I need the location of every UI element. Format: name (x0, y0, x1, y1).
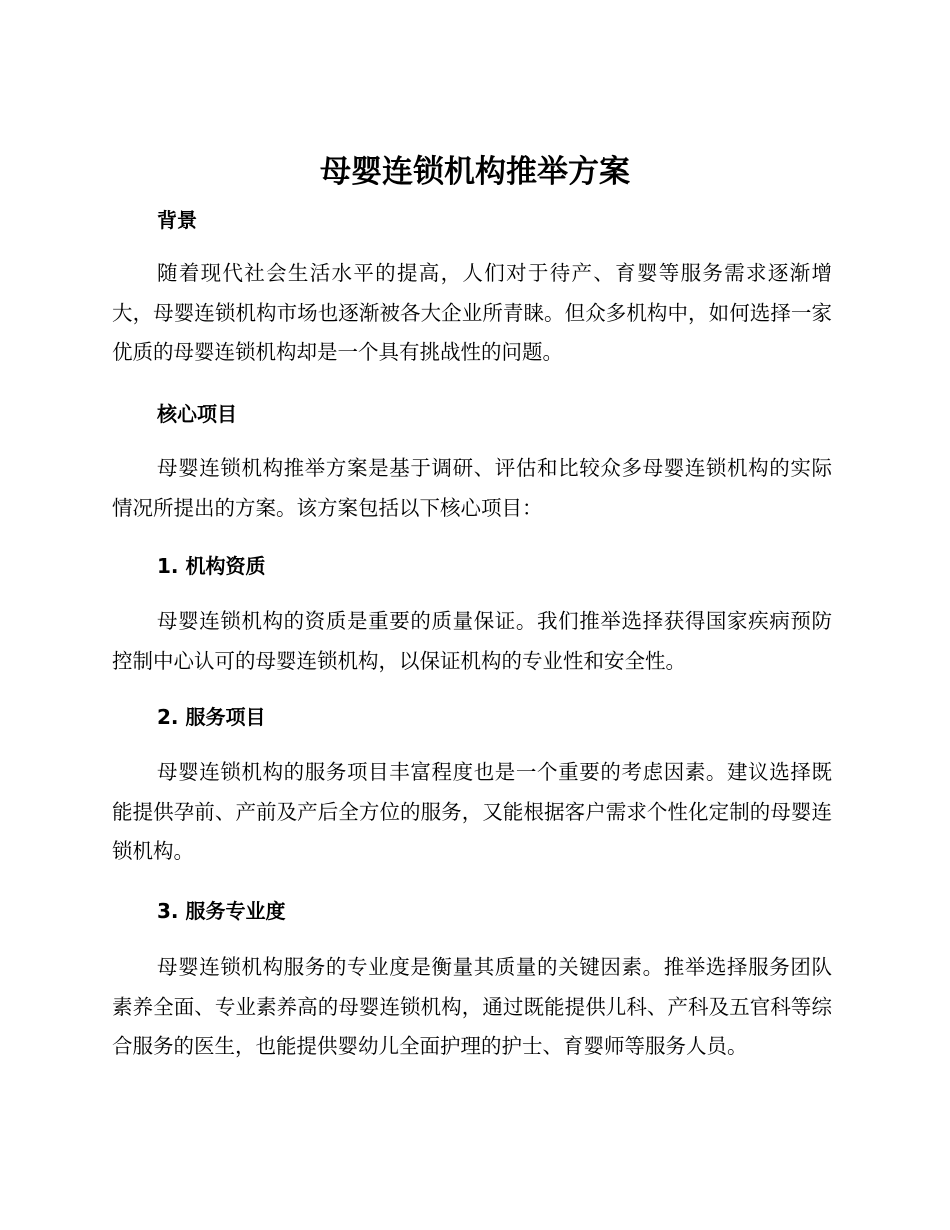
section-heading-qualification: 1. 机构资质 (157, 554, 266, 578)
section-heading-service-items: 2. 服务项目 (157, 705, 266, 729)
section-paragraph-background: 随着现代社会生活水平的提高，人们对于待产、育婴等服务需求逐渐增大，母婴连锁机构市场也逐渐被各大企业所青睐。但众多机构中，如何选择一家优质的母婴连锁机构却是一个具有挑战性的问题。 (112, 261, 832, 364)
section-paragraph-qualification: 母婴连锁机构的资质是重要的质量保证。我们推举选择获得国家疾病预防控制中心认可的母婴连锁机构，以保证机构的专业性和安全性。 (112, 609, 832, 673)
document-title: 母婴连锁机构推举方案 (320, 154, 630, 190)
section-heading-professionalism: 3. 服务专业度 (157, 899, 286, 923)
section-paragraph-core-items: 母婴连锁机构推举方案是基于调研、评估和比较众多母婴连锁机构的实际情况所提出的方案。该方案包括以下核心项目： (112, 456, 832, 520)
section-heading-background: 背景 (157, 208, 197, 232)
section-paragraph-professionalism: 母婴连锁机构服务的专业度是衡量其质量的关键因素。推举选择服务团队素养全面、专业素养高的母婴连锁机构，通过既能提供儿科、产科及五官科等综合服务的医生，也能提供婴幼儿全面护理的护士、育婴师等服务人员。 (112, 955, 832, 1058)
section-heading-core-items: 核心项目 (157, 402, 237, 426)
section-paragraph-service-items: 母婴连锁机构的服务项目丰富程度也是一个重要的考虑因素。建议选择既能提供孕前、产前及产后全方位的服务，又能根据客户需求个性化定制的母婴连锁机构。 (112, 760, 832, 863)
